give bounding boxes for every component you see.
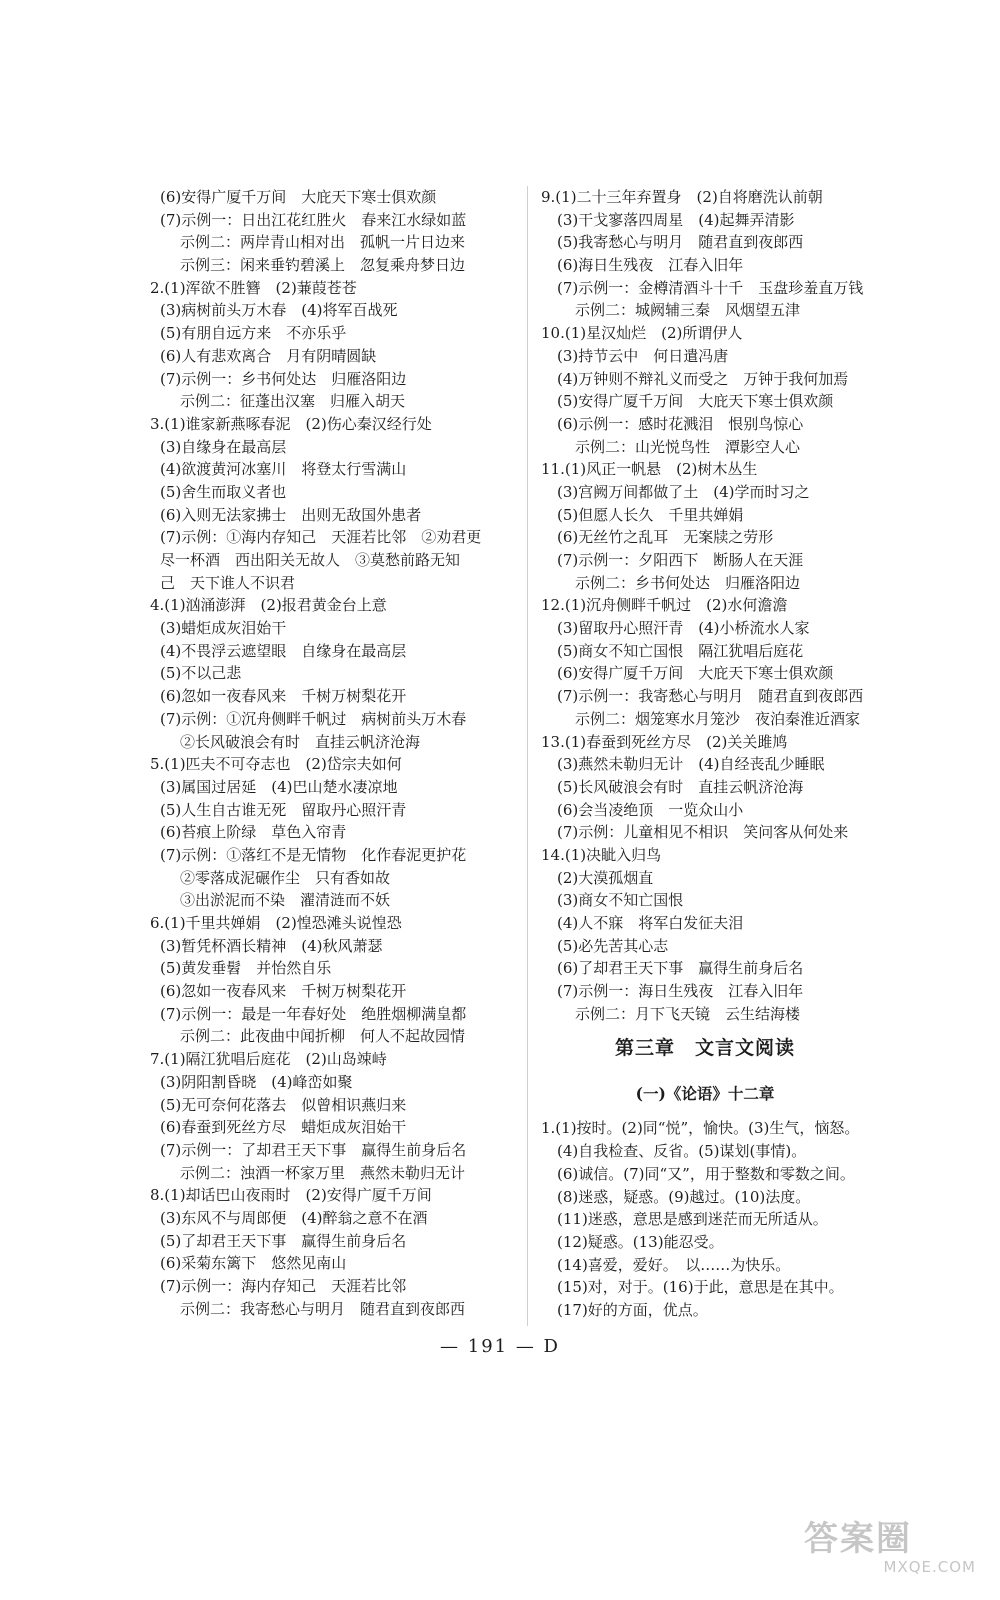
answer-line: (4)自我检查、反省。(5)谋划(事情)。 (557, 1142, 807, 1161)
question-line: 4.(1)汹涌澎湃 (2)报君黄金台上意 (150, 596, 387, 615)
answer-line: (7)示例一：我寄愁心与明月 随君直到夜郎西 (557, 687, 864, 706)
answer-line: 示例二：乡书何处达 归雁洛阳边 (575, 573, 801, 592)
watermark-domain: MXQE.COM (883, 1558, 976, 1576)
answer-line: (5)无可奈何花落去 似曾相识燕归来 (160, 1095, 407, 1114)
answer-line: (7)示例一：海日生残夜 江春入旧年 (557, 982, 804, 1001)
answer-line: 示例二：两岸青山相对出 孤帆一片日边来 (180, 233, 466, 252)
answer-line: 示例二：我寄愁心与明月 随君直到夜郎西 (180, 1299, 466, 1318)
answer-line: (7)示例一：夕阳西下 断肠人在天涯 (557, 551, 804, 569)
answer-line: (6)忽如一夜春风来 千树万树梨花开 (160, 687, 407, 706)
answer-line: 示例二：城阙辅三秦 风烟望五津 (575, 301, 801, 320)
answer-line: (4)不畏浮云遮望眼 自缘身在最高层 (160, 641, 407, 660)
question-line: 5.(1)匹夫不可夺志也 (2)岱宗夫如何 (150, 755, 402, 774)
answer-line: (6)无丝竹之乱耳 无案牍之劳形 (557, 528, 774, 547)
answer-line: (7)示例：①海内存知己 天涯若比邻 ②劝君更 (160, 528, 482, 547)
answer-line: 尽一杯酒 西出阳关无故人 ③莫愁前路无知 (160, 551, 461, 569)
answer-line: (6)会当凌绝顶 一览众山小 (557, 800, 744, 819)
answer-line: (7)示例：①沉舟侧畔千帆过 病树前头万木春 (160, 709, 467, 728)
answer-line: (5)舍生而取义者也 (160, 482, 287, 501)
answer-line: (5)了却君王天下事 赢得生前身后名 (160, 1231, 407, 1250)
answer-line: (11)迷惑，意思是感到迷茫而无所适从。 (557, 1210, 828, 1229)
question-line: 14.(1)决眦入归鸟 (541, 845, 662, 864)
answer-line: (7)示例：儿童相见不相识 笑问客从何处来 (557, 823, 849, 842)
answer-line: (5)商女不知亡国恨 隔江犹唱后庭花 (557, 641, 804, 660)
answer-line: (6)人有悲欢离合 月有阴晴圆缺 (160, 346, 377, 365)
answer-line: (5)我寄愁心与明月 随君直到夜郎西 (557, 233, 804, 252)
answer-line: (12)疑惑。(13)能忍受。 (557, 1232, 724, 1251)
answer-line: (3)东风不与周郎便 (4)醉翁之意不在酒 (160, 1208, 428, 1227)
answer-line: 示例二：征蓬出汉塞 归雁入胡天 (180, 392, 406, 411)
answer-line: (4)欲渡黄河冰塞川 将登太行雪满山 (160, 460, 407, 479)
question-line: 12.(1)沉舟侧畔千帆过 (2)水何澹澹 (541, 596, 788, 615)
page-number: — 191 — D (440, 1336, 560, 1357)
answer-line: (5)不以己悲 (160, 664, 242, 683)
answer-line: (3)属国过居延 (4)巴山楚水凄凉地 (160, 777, 398, 796)
answer-line: (3)自缘身在最高层 (160, 437, 287, 456)
answer-line: (6)苔痕上阶绿 草色入帘青 (160, 823, 347, 842)
section-heading: (一)《论语》十二章 (635, 1084, 775, 1104)
watermark-chinese: 答案圈 (804, 1519, 912, 1559)
answer-line: (5)有朋自远方来 不亦乐乎 (160, 324, 347, 343)
answer-line: ②零落成泥碾作尘 只有香如故 (180, 868, 391, 887)
question-line: 9.(1)二十三年弃置身 (2)自将磨洗认前朝 (541, 188, 823, 206)
answer-line: (3)蜡炬成灰泪始干 (160, 619, 287, 638)
answer-line: (7)示例一：海内存知己 天涯若比邻 (160, 1277, 407, 1295)
question-line: 8.(1)却话巴山夜雨时 (2)安得广厦千万间 (150, 1186, 432, 1205)
answer-line: (6)安得广厦千万间 大庇天下寒士俱欢颜 (160, 188, 437, 206)
column-divider (527, 186, 528, 1326)
answer-line: (17)好的方面，优点。 (557, 1300, 708, 1319)
answer-line: (4)万钟则不辩礼义而受之 万钟于我何加焉 (557, 369, 849, 388)
watermark-logo (804, 1520, 976, 1578)
answer-line: (5)人生自古谁无死 留取丹心照汗青 (160, 800, 407, 819)
question-line: 1.(1)按时。(2)同“悦”，愉快。(3)生气，恼怒。 (541, 1119, 860, 1138)
answer-line: 示例二：烟笼寒水月笼沙 夜泊秦淮近酒家 (575, 709, 861, 728)
answer-line: (7)示例一：日出江花红胜火 春来江水绿如蓝 (160, 210, 467, 229)
answer-line: (7)示例一：金樽清酒斗十千 玉盘珍羞直万钱 (557, 278, 864, 297)
answer-line: (6)安得广厦千万间 大庇天下寒士俱欢颜 (557, 664, 834, 683)
answer-line: (3)病树前头万木春 (4)将军百战死 (160, 301, 398, 320)
answer-line: (15)对，对于。(16)于此，意思是在其中。 (557, 1278, 844, 1297)
answer-line: (14)喜爱，爱好。 以……为快乐。 (557, 1255, 791, 1274)
answer-line: 示例二：山光悦鸟性 潭影空人心 (575, 437, 801, 456)
chapter-heading: 第三章 文言文阅读 (614, 1037, 795, 1060)
answer-line: (5)安得广厦千万间 大庇天下寒士俱欢颜 (557, 392, 834, 411)
question-line: 10.(1)星汉灿烂 (2)所谓伊人 (541, 324, 743, 343)
answer-line: (5)必先苦其心志 (557, 936, 669, 955)
answer-line: ③出淤泥而不染 濯清涟而不妖 (180, 891, 391, 910)
answer-line: ②长风破浪会有时 直挂云帆济沧海 (180, 732, 421, 751)
answer-line: (6)忽如一夜春风来 千树万树梨花开 (160, 982, 407, 1001)
question-line: 11.(1)风正一帆悬 (2)树木丛生 (541, 460, 758, 479)
answer-line: (3)留取丹心照汗青 (4)小桥流水人家 (557, 619, 810, 638)
answer-line: (7)示例一：乡书何处达 归雁洛阳边 (160, 369, 407, 388)
answer-line: (3)暂凭杯酒长精神 (4)秋风萧瑟 (160, 936, 383, 955)
answer-line: (3)阴阳割昏晓 (4)峰峦如聚 (160, 1072, 353, 1091)
question-line: 6.(1)千里共婵娟 (2)惶恐滩头说惶恐 (150, 914, 402, 932)
answer-line: 己 天下谁人不识君 (160, 573, 296, 592)
answer-line: (6)采菊东篱下 悠然见南山 (160, 1254, 347, 1273)
answer-line: (6)了却君王天下事 赢得生前身后名 (557, 959, 804, 978)
answer-line: (6)春蚕到死丝方尽 蜡炬成灰泪始干 (160, 1118, 407, 1137)
answer-line: (2)大漠孤烟直 (557, 868, 654, 887)
answer-line: (3)持节云中 何日遣冯唐 (557, 346, 729, 365)
answer-line: (5)长风破浪会有时 直挂云帆济沧海 (557, 777, 804, 796)
question-line: 13.(1)春蚕到死丝方尽 (2)关关雎鸠 (541, 732, 788, 751)
question-line: 3.(1)谁家新燕啄春泥 (2)伤心秦汉经行处 (150, 414, 432, 433)
answer-line: (3)宫阙万间都做了土 (4)学而时习之 (557, 482, 810, 501)
answer-line: (3)商女不知亡国恨 (557, 891, 684, 910)
question-line: 2.(1)浑欲不胜簪 (2)蒹葭苍苍 (150, 278, 357, 297)
answer-line: (6)示例一：感时花溅泪 恨别鸟惊心 (557, 414, 804, 433)
answer-line: (7)示例：①落红不是无情物 化作春泥更护花 (160, 845, 467, 864)
answer-line: (5)黄发垂髫 并怡然自乐 (160, 959, 332, 978)
answer-line: (3)干戈寥落四周星 (4)起舞弄清影 (557, 210, 795, 229)
answer-line: (8)迷惑，疑惑。(9)越过。(10)法度。 (557, 1187, 811, 1206)
answer-line: 示例三：闲来垂钓碧溪上 忽复乘舟梦日边 (180, 256, 466, 275)
answer-line: 示例二：浊酒一杯家万里 燕然未勒归无计 (180, 1163, 466, 1182)
answer-column-left (150, 186, 535, 1320)
answer-line: (6)诚信。(7)同“又”，用于整数和零数之间。 (557, 1164, 855, 1183)
answer-line: (6)海日生残夜 江春入旧年 (557, 256, 744, 275)
answer-line: (7)示例一：最是一年春好处 绝胜烟柳满皇都 (160, 1004, 467, 1023)
answer-line: (7)示例一：了却君王天下事 赢得生前身后名 (160, 1140, 467, 1159)
answer-column-right (535, 186, 875, 1322)
question-line: 7.(1)隔江犹唱后庭花 (2)山岛竦峙 (150, 1050, 387, 1069)
answer-line: (4)人不寐 将军白发征夫泪 (557, 914, 744, 932)
answer-line: (6)入则无法家拂士 出则无敌国外患者 (160, 505, 422, 524)
answer-line: 示例二：此夜曲中闻折柳 何人不起故园情 (180, 1027, 466, 1046)
answer-line: (3)燕然未勒归无计 (4)自经丧乱少睡眠 (557, 755, 825, 774)
answer-line: (5)但愿人长久 千里共婵娟 (557, 505, 744, 524)
answer-line: 示例二：月下飞天镜 云生结海楼 (575, 1004, 801, 1023)
